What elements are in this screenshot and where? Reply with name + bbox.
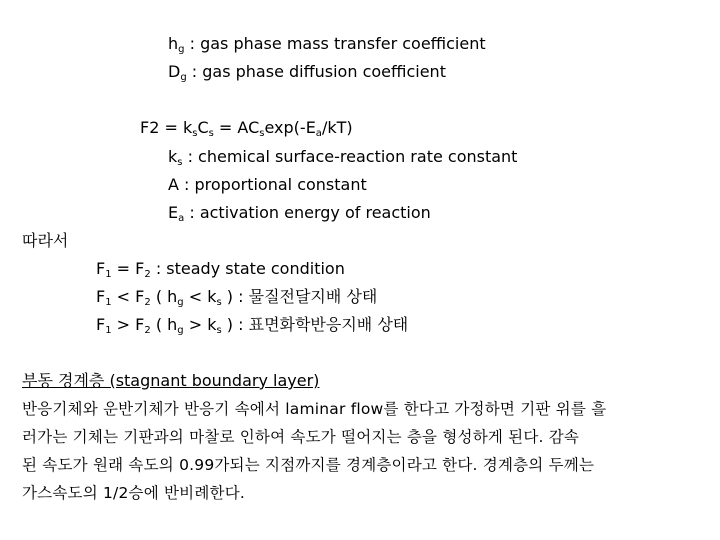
boundary-heading: 부동 경계층 (stagnant boundary layer) (22, 371, 320, 390)
case-greater: $F_1 > F_2$ ( $h_g > k_s$ ) : 표면화학반응지배 상태 (96, 315, 409, 336)
therefore-label: 따라서 (22, 231, 69, 250)
boundary-paragraph-line-4: 가스속도의 1/2승에 반비례한다. (22, 484, 246, 502)
def-a: A : proportional constant (168, 175, 367, 194)
boundary-paragraph-line-3: 된 속도가 원래 속도의 0.99가되는 지점까지를 경계층이라고 한다. 경계층의 두께는 (22, 456, 595, 474)
def-dg: $D_g$ : gas phase diffusion coefficient (168, 62, 446, 83)
def-ks: $k_s$ : chemical surface-reaction rate constant (168, 147, 518, 168)
def-hg: $h_g$ : gas phase mass transfer coefficient (168, 34, 486, 55)
boundary-paragraph-line-2: 러가는 기체는 기판과의 마찰로 인하여 속도가 떨어지는 층을 형성하게 된다. 감속 (22, 428, 580, 446)
boundary-paragraph-line-1: 반응기체와 운반기체가 반응기 속에서 laminar flow를 한다고 가정하면 기판 위를 흘 (22, 400, 607, 418)
f2-equation: $F2 = k_sC_s = AC_s\exp(-E_a/kT)$ (140, 118, 353, 139)
case-equal: $F_1 = F_2$ : steady state condition (96, 259, 345, 280)
case-less: $F_1 < F_2$ ( $h_g < k_s$ ) : 물질전달지배 상태 (96, 287, 378, 308)
def-ea: $E_a$ : activation energy of reaction (168, 203, 431, 224)
